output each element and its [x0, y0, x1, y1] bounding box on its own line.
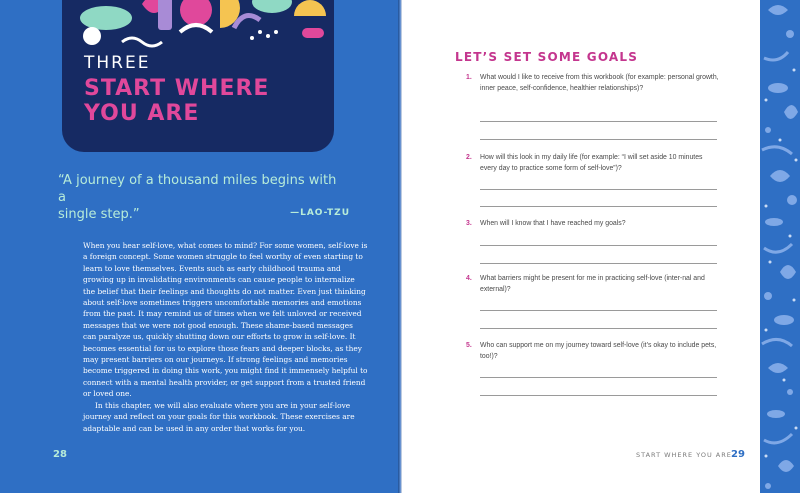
chapter-number: THREE	[84, 53, 151, 73]
chapter-intro-text	[83, 240, 368, 434]
chapter-title-line-2: YOU ARE	[84, 101, 200, 126]
question-item	[466, 273, 720, 295]
answer-line[interactable]	[480, 121, 717, 122]
section-heading: LET’S SET SOME GOALS	[455, 50, 639, 64]
question-number: 1.	[466, 74, 472, 81]
floral-leaf-pattern	[760, 0, 800, 493]
answer-line[interactable]	[480, 310, 717, 311]
answer-line[interactable]	[480, 328, 717, 329]
answer-line[interactable]	[480, 139, 717, 140]
question-number: 3.	[466, 220, 472, 227]
question-item	[466, 218, 720, 229]
answer-line[interactable]	[480, 263, 717, 264]
question-number: 5.	[466, 342, 472, 349]
floral-leaf-pattern-art	[760, 0, 800, 493]
body-paragraph: When you hear self-love, what comes to mind? For some women, self-love is a foreign concept. Some women struggle to feel worthy of even starting to learn to love themselves. Events such as early childhood trauma and growing up in invalidating environments can cause people to internalize the belief that their feelings and thoughts do not matter. Even just thinking about self-love sometimes triggers uncomfortable memories and emotions from the past. It may remind us of times when we felt unloved or received messages that we were not good enough. These shame-based messages can paralyze us, quickly shutting down our efforts to grow in self-love. It becomes essential for us to explore those fears and deeper blocks, as they may present barriers on our journeys. If strong feelings and memories become triggered in doing this work, you might find it immensely helpful to connect with a mental health provider, or get support from a trusted friend or loved one.	[83, 241, 368, 399]
question-text: When will I know that I have reached my goals?	[480, 220, 626, 227]
question-item	[466, 72, 720, 94]
right-page	[402, 0, 760, 493]
chapter-title-line-1: START WHERE	[84, 76, 270, 101]
answer-line[interactable]	[480, 395, 717, 396]
question-number: 2.	[466, 154, 472, 161]
page-number-left: 28	[53, 449, 67, 460]
answer-line[interactable]	[480, 189, 717, 190]
question-item	[466, 340, 720, 362]
answer-line[interactable]	[480, 206, 717, 207]
question-item	[466, 152, 720, 174]
question-text: Who can support me on my journey toward self-love (it’s okay to include pets, too!)?	[480, 342, 717, 361]
question-text: How will this look in my daily life (for example: “I will set aside 10 minutes every day to practice some form of self-love”)?	[480, 154, 703, 173]
question-text: What barriers might be present for me in practicing self-love (inter-nal and external)?	[480, 275, 705, 294]
page-number-right: 29	[731, 449, 745, 460]
abstract-shapes-illustration	[62, 0, 334, 52]
question-text: What would I like to receive from this workbook (for example: personal growth, inner peace, self-confidence, healthier relationships)?	[480, 74, 719, 93]
body-paragraph: In this chapter, we will also evaluate where you are in your self-love journey and reflect on your goals for this workbook. These exercises are adaptable and can be used in any order that works for you.	[83, 400, 355, 433]
quote-line-1: “A journey of a thousand miles begins with a	[58, 173, 337, 205]
quote-line-2: single step.”	[58, 207, 140, 222]
chapter-title-card	[62, 0, 334, 152]
running-footer: START WHERE YOU ARE	[636, 451, 732, 459]
question-number: 4.	[466, 275, 472, 282]
chapter-title	[84, 76, 324, 126]
quote-author: —LAO-TZU	[290, 208, 350, 218]
answer-line[interactable]	[480, 377, 717, 378]
answer-line[interactable]	[480, 245, 717, 246]
